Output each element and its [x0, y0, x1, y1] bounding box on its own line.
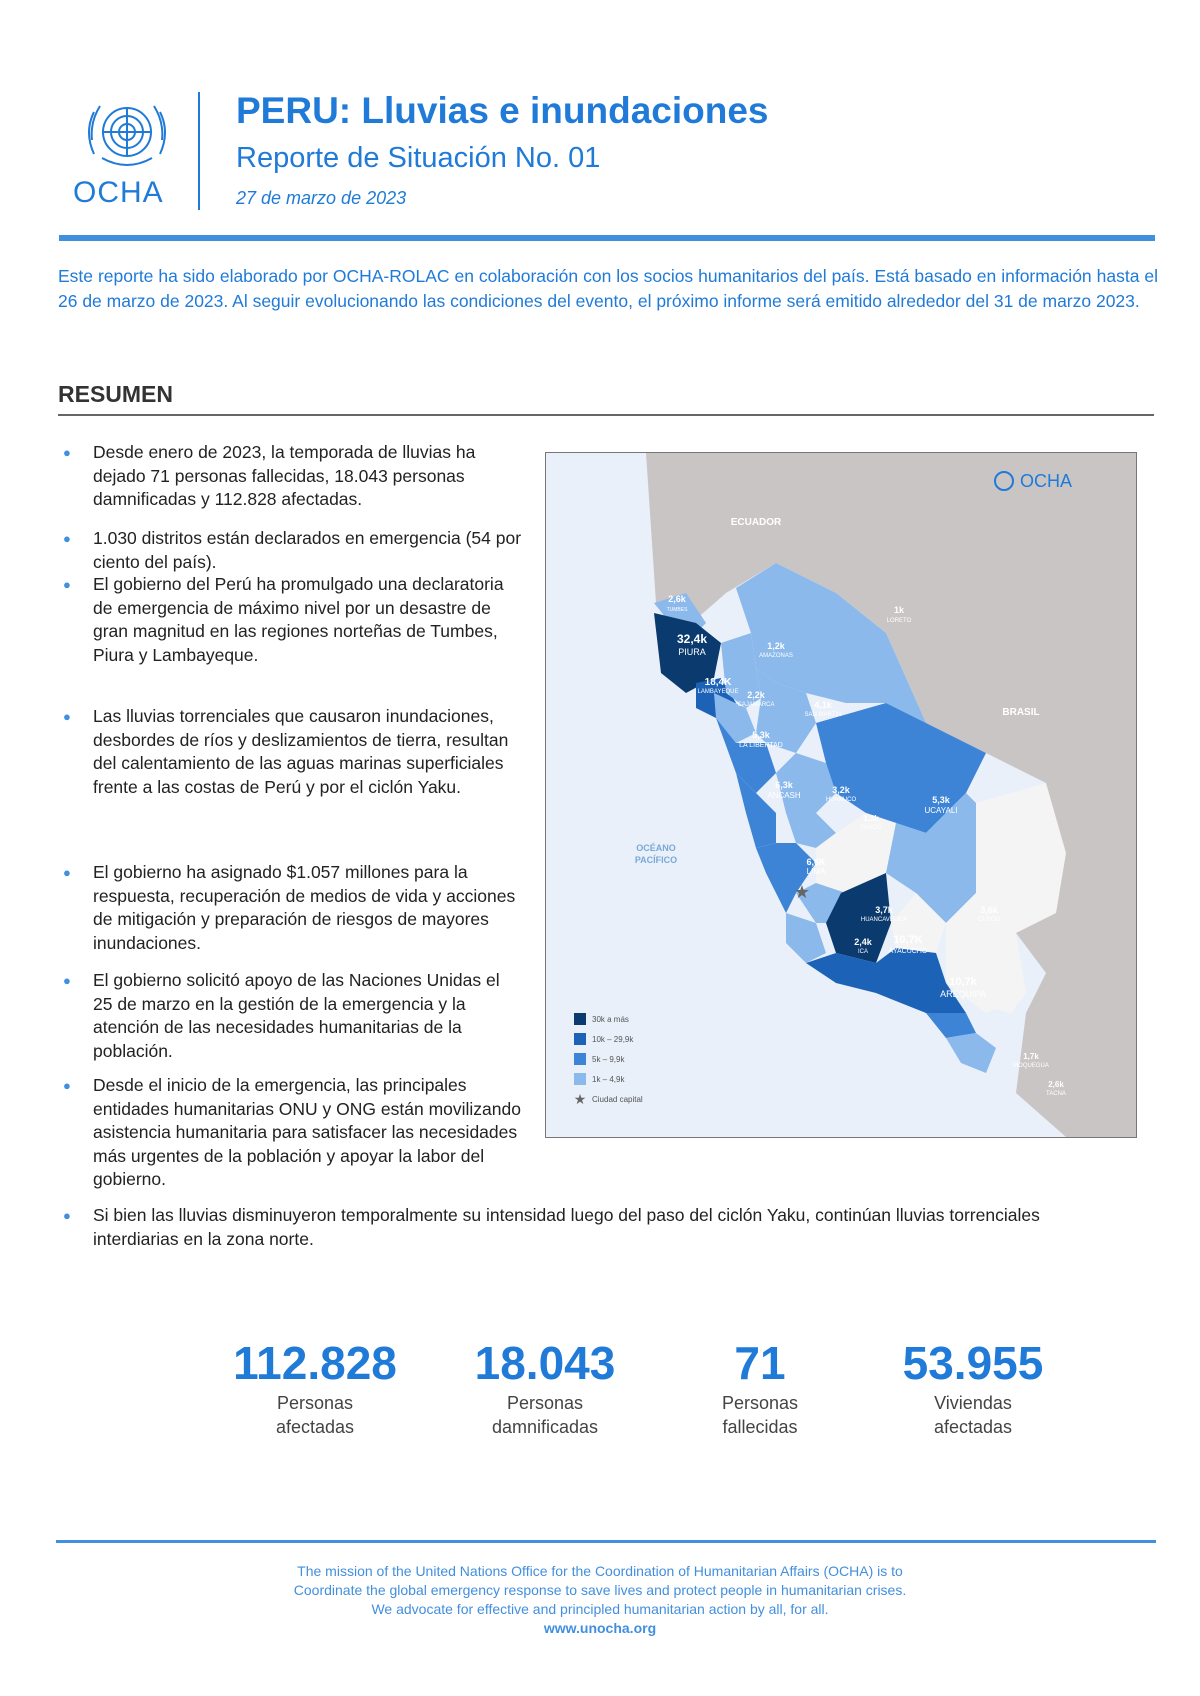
san-martin-value: 4,1k — [814, 700, 832, 710]
tacna-value: 2,6k — [1048, 1080, 1064, 1089]
footer-line: We advocate for effective and principled humanitarian action by all, for all. — [371, 1601, 829, 1617]
ica-value: 2,4k — [854, 937, 872, 947]
legend-swatch-dark — [574, 1013, 586, 1025]
summary-bullet: ● El gobierno ha asignado $1.057 millones para la respuesta, recuperación de medios de vida y acciones de mitigación y preparación de riesgos de mayores inundaciones. — [93, 861, 523, 955]
amazonas-name: AMAZONAS — [759, 653, 793, 659]
peru-affected-map — [545, 452, 1137, 1138]
lambayeque-value: 18,4K — [704, 677, 732, 688]
stat-value: 53.955 — [902, 1337, 1044, 1389]
ucayali-value: 5,3k — [932, 795, 950, 805]
loreto-name: LORETO — [886, 618, 912, 624]
moquegua-value: 1,7k — [1023, 1052, 1039, 1061]
legend-label: 30k a más — [592, 1015, 629, 1024]
capital-star-icon: ★ — [793, 882, 811, 903]
ucayali-name: UCAYALI — [924, 806, 958, 815]
tumbes-name: TUMBES — [666, 607, 688, 613]
la-libertad-name: LA LIBERTAD — [739, 742, 783, 749]
piura-name: PIURA — [678, 647, 706, 657]
pasco-name: PASCO — [860, 825, 882, 831]
legend-star-icon: ★ — [573, 1092, 587, 1108]
stat-value: 71 — [734, 1337, 786, 1389]
stat-label: afectadas — [933, 1417, 1013, 1437]
amazonas-value: 1,2k — [767, 641, 785, 651]
legend-swatch-mid-dark — [574, 1033, 586, 1045]
header-divider — [198, 92, 200, 210]
ocean-label-line2: PACÍFICO — [634, 855, 678, 865]
ancash-value: 6,3k — [775, 780, 793, 790]
summary-bullet: ● Las lluvias torrenciales que causaron inundaciones, desbordes de ríos y deslizamientos de tierra, resultan del calentamiento de las aguas marinas superficiales frente a las costas de Perú y por el ciclón Yaku. — [93, 705, 523, 799]
section-rule — [58, 414, 1154, 416]
san-martin-name: SAN MARTIN — [804, 712, 842, 718]
legend-label: 5k – 9,9k — [592, 1055, 625, 1064]
stat-label: Personas — [506, 1393, 584, 1413]
stat-damnified — [445, 1335, 645, 1439]
summary-bullet: ● 1.030 distritos están declarados en emergencia (54 por ciento del país). — [93, 527, 523, 574]
footer-mission — [100, 1562, 1100, 1638]
summary-bullet: ● Desde enero de 2023, la temporada de lluvias ha dejado 71 personas fallecidas, 18.043 personas damnificadas y 112.828 afectadas. — [93, 441, 523, 512]
huancavelica-value: 3,7k — [875, 905, 893, 915]
legend-label: 10k – 29,9k — [592, 1035, 634, 1044]
country-label-ecuador: ECUADOR — [730, 517, 782, 528]
stat-deceased — [660, 1335, 860, 1439]
cajamarca-name: CAJAMARCA — [737, 702, 775, 708]
tacna-name: TACNA — [1046, 1091, 1066, 1097]
stat-label: Personas — [721, 1393, 799, 1413]
cajamarca-value: 2,2k — [747, 690, 765, 700]
report-date: 27 de marzo de 2023 — [236, 188, 407, 208]
stat-label: fallecidas — [722, 1417, 798, 1437]
stat-affected — [215, 1335, 415, 1439]
piura-value: 32,4k — [676, 632, 708, 646]
ocean-label-line1: OCÉANO — [636, 843, 676, 853]
country-label-brasil: BRASIL — [1002, 707, 1040, 718]
stat-value: 18.043 — [474, 1337, 616, 1389]
legend-label: Ciudad capital — [592, 1095, 643, 1104]
huanuco-value: 3,2k — [832, 785, 850, 795]
la-libertad-value: 5,3k — [752, 730, 770, 740]
footer-rule — [56, 1540, 1156, 1543]
report-subtitle: Reporte de Situación No. 01 — [236, 142, 601, 174]
summary-bullet: ● El gobierno del Perú ha promulgado una declaratoria de emergencia de máximo nivel por un desastre de gran magnitud en las regiones norteñas de Tumbes, Piura y Lambayeque. — [93, 573, 523, 667]
loreto-value: 1k — [893, 605, 905, 615]
tumbes-value: 2,6k — [668, 594, 686, 604]
ayacucho-name: AYACUCHO — [888, 948, 928, 955]
summary-bullet: ● Si bien las lluvias disminuyeron temporalmente su intensidad luego del paso del ciclón Yaku, continúan lluvias torrenciales interdiarias en la zona norte. — [93, 1204, 1113, 1251]
huancavelica-name: HUANCAVELICA — [860, 917, 908, 923]
arequipa-value: 10,7k — [949, 976, 977, 988]
summary-bullet: ● Desde el inicio de la emergencia, las principales entidades humanitarias ONU y ONG están movilizando asistencia humanitaria para satisfacer las necesidades más urgentes de la población y apoyar la labor del gobierno. — [93, 1074, 523, 1192]
lambayeque-name: LAMBAYEQUE — [697, 689, 739, 695]
legend-swatch-mid — [574, 1053, 586, 1065]
ayacucho-value: 10,7K — [893, 934, 923, 946]
footer-line: The mission of the United Nations Office for the Coordination of Humanitarian Affairs (OCHA) is to — [297, 1563, 903, 1579]
cusco-name: CUSCO — [978, 917, 1000, 923]
footer-line: Coordinate the global emergency response to save lives and protect people in humanitarian crises. — [293, 1582, 907, 1598]
ocha-logo-text: OCHA — [73, 176, 164, 209]
ica-name: ICA — [857, 949, 869, 955]
header-bar — [59, 235, 1155, 241]
pasco-value: 1,3k — [863, 814, 879, 823]
moquegua-name: MOQUEGUA — [1013, 1063, 1049, 1069]
page-title: PERU: Lluvias e inundaciones — [236, 90, 769, 131]
ancash-name: ANCASH — [767, 791, 801, 800]
stat-label: damnificadas — [491, 1417, 599, 1437]
map-ocha-logo-text: OCHA — [1019, 471, 1073, 491]
summary-bullet: ● El gobierno solicitó apoyo de las Naciones Unidas el 25 de marzo en la gestión de la emergencia y la atención de las necesidades humanitarias de la población. — [93, 969, 523, 1063]
cusco-value: 3,6k — [980, 905, 998, 915]
legend-label: 1k – 4,9k — [592, 1075, 625, 1084]
stat-label: Personas — [276, 1393, 354, 1413]
lima-value: 6,6K — [806, 857, 826, 867]
arequipa-name: AREQUIPA — [940, 989, 986, 999]
lima-name: LIMA — [806, 867, 826, 876]
intro-paragraph: Este reporte ha sido elaborado por OCHA-ROLAC en colaboración con los socios humanitarios del país. Está basado en información hasta el 26 de marzo de 2023. Al seguir evolucionando las condiciones del evento, el próximo informe será emitido alrededor del 31 de marzo 2023. — [58, 266, 1158, 311]
stat-label: afectadas — [275, 1417, 355, 1437]
huanuco-name: HUANUCO — [825, 797, 857, 803]
stat-label: Viviendas — [934, 1393, 1012, 1413]
legend-swatch-light — [574, 1073, 586, 1085]
section-heading-resumen: RESUMEN — [58, 381, 174, 407]
stat-homes — [873, 1335, 1073, 1439]
footer-link[interactable]: www.unocha.org — [543, 1620, 657, 1636]
stat-value: 112.828 — [233, 1337, 397, 1389]
